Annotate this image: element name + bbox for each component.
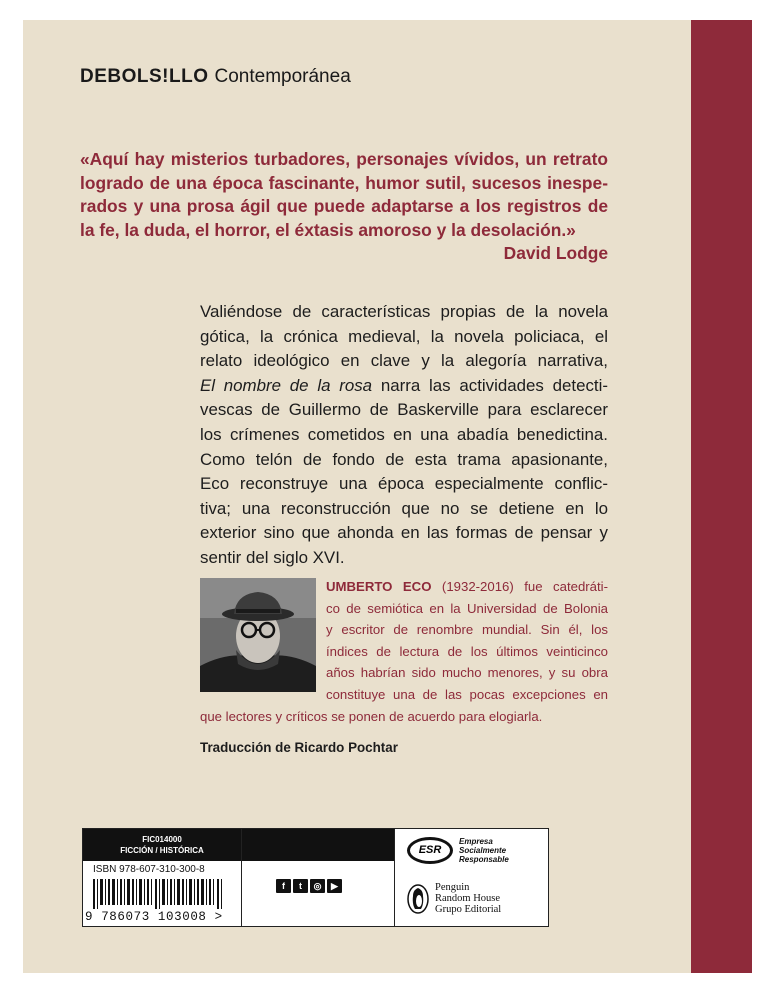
translator-credit: Traducción de Ricardo Pochtar bbox=[200, 740, 398, 755]
barcode-digits: 9 786073 103008 > bbox=[85, 910, 223, 924]
esr-text: Empresa Socialmente Responsable bbox=[459, 837, 509, 864]
publisher-name: DEBOLS!LLO bbox=[80, 66, 209, 87]
synopsis bbox=[200, 300, 608, 571]
publisher-brand bbox=[80, 66, 351, 88]
author-name: UMBERTO ECO bbox=[326, 579, 432, 594]
synopsis-line: relato ideológico en clave y la alegoría narrativa, bbox=[200, 351, 608, 371]
twitter-icon: t bbox=[293, 879, 308, 893]
barcode-icon bbox=[93, 879, 233, 909]
prh-text: Penguin Random House Grupo Editorial bbox=[435, 882, 502, 915]
social-column bbox=[242, 829, 395, 926]
synopsis-line: Como telón de fondo de esta trama apasionante, bbox=[200, 449, 608, 469]
genre-label bbox=[83, 829, 241, 861]
barcode-panel bbox=[82, 828, 549, 927]
isbn-text: ISBN 978-607-310-300-8 bbox=[93, 864, 205, 875]
quote-line: logrado de una época fascinante, humor sutil, sucesos inespe- bbox=[80, 172, 608, 193]
prh-logo bbox=[407, 882, 501, 915]
bio-line: años habrían sido mucho menores, y su obra bbox=[326, 665, 608, 681]
publisher-logos bbox=[395, 829, 548, 926]
synopsis-line: gótica, la crónica medieval, la novela policiaca, el bbox=[200, 326, 608, 346]
quote-line: «Aquí hay misterios turbadores, personajes vívidos, un retrato bbox=[80, 149, 608, 169]
synopsis-line: sentir del siglo XVI. bbox=[200, 547, 345, 567]
bio-line: índices de lectura de los últimos veinticinco bbox=[326, 643, 608, 659]
book-spine bbox=[691, 20, 752, 973]
instagram-icon: ◎ bbox=[310, 879, 325, 893]
book-title: El nombre de la rosa bbox=[200, 375, 373, 395]
esr-badge bbox=[407, 837, 509, 864]
bio-line: UMBERTO ECO (1932-2016) fue catedráti- bbox=[326, 579, 608, 594]
synopsis-line: El nombre de la rosa narra las actividades detecti- bbox=[200, 375, 608, 395]
author-bio bbox=[200, 576, 608, 727]
genre-name: FICCIÓN / HISTÓRICA bbox=[120, 846, 204, 855]
synopsis-line: vescas de Guillermo de Baskerville para esclarecer bbox=[200, 400, 608, 420]
review-quote bbox=[80, 148, 608, 266]
genre-code: FIC014000 bbox=[142, 835, 182, 844]
bio-line: co de semiótica en la Universidad de Bolonia bbox=[326, 600, 608, 616]
facebook-icon: f bbox=[276, 879, 291, 893]
black-band bbox=[242, 829, 394, 861]
quote-author: David Lodge bbox=[503, 243, 608, 263]
barcode-column bbox=[83, 829, 242, 926]
social-icons bbox=[276, 879, 342, 893]
collection-name: Contemporánea bbox=[214, 66, 351, 87]
bio-line: que lectores y críticos se ponen de acuerdo para elogiarla. bbox=[200, 708, 543, 724]
youtube-icon: ▶ bbox=[327, 879, 342, 893]
synopsis-line: Valiéndose de características propias de la novela bbox=[200, 302, 608, 321]
penguin-icon bbox=[407, 884, 429, 914]
synopsis-line: Eco reconstruye una época especialmente conflic- bbox=[200, 474, 608, 494]
bio-line: y escritor de renombre mundial. Sin él, los bbox=[326, 622, 608, 638]
quote-line: rados y una prosa ágil que puede adaptarse a los registros de bbox=[80, 196, 608, 216]
bio-line: constituye una de las pocas excepciones en bbox=[326, 686, 608, 702]
synopsis-line: exterior sino que ahonda en las formas de pensar y bbox=[200, 523, 608, 543]
quote-line: la fe, la duda, el horror, el éxtasis amoroso y la desolación.» bbox=[80, 219, 576, 240]
synopsis-line: los crímenes cometidos en una abadía benedictina. bbox=[200, 424, 608, 444]
synopsis-line: tiva; una reconstrucción que no se detiene en lo bbox=[200, 498, 608, 518]
esr-logo: ESR bbox=[407, 837, 453, 864]
